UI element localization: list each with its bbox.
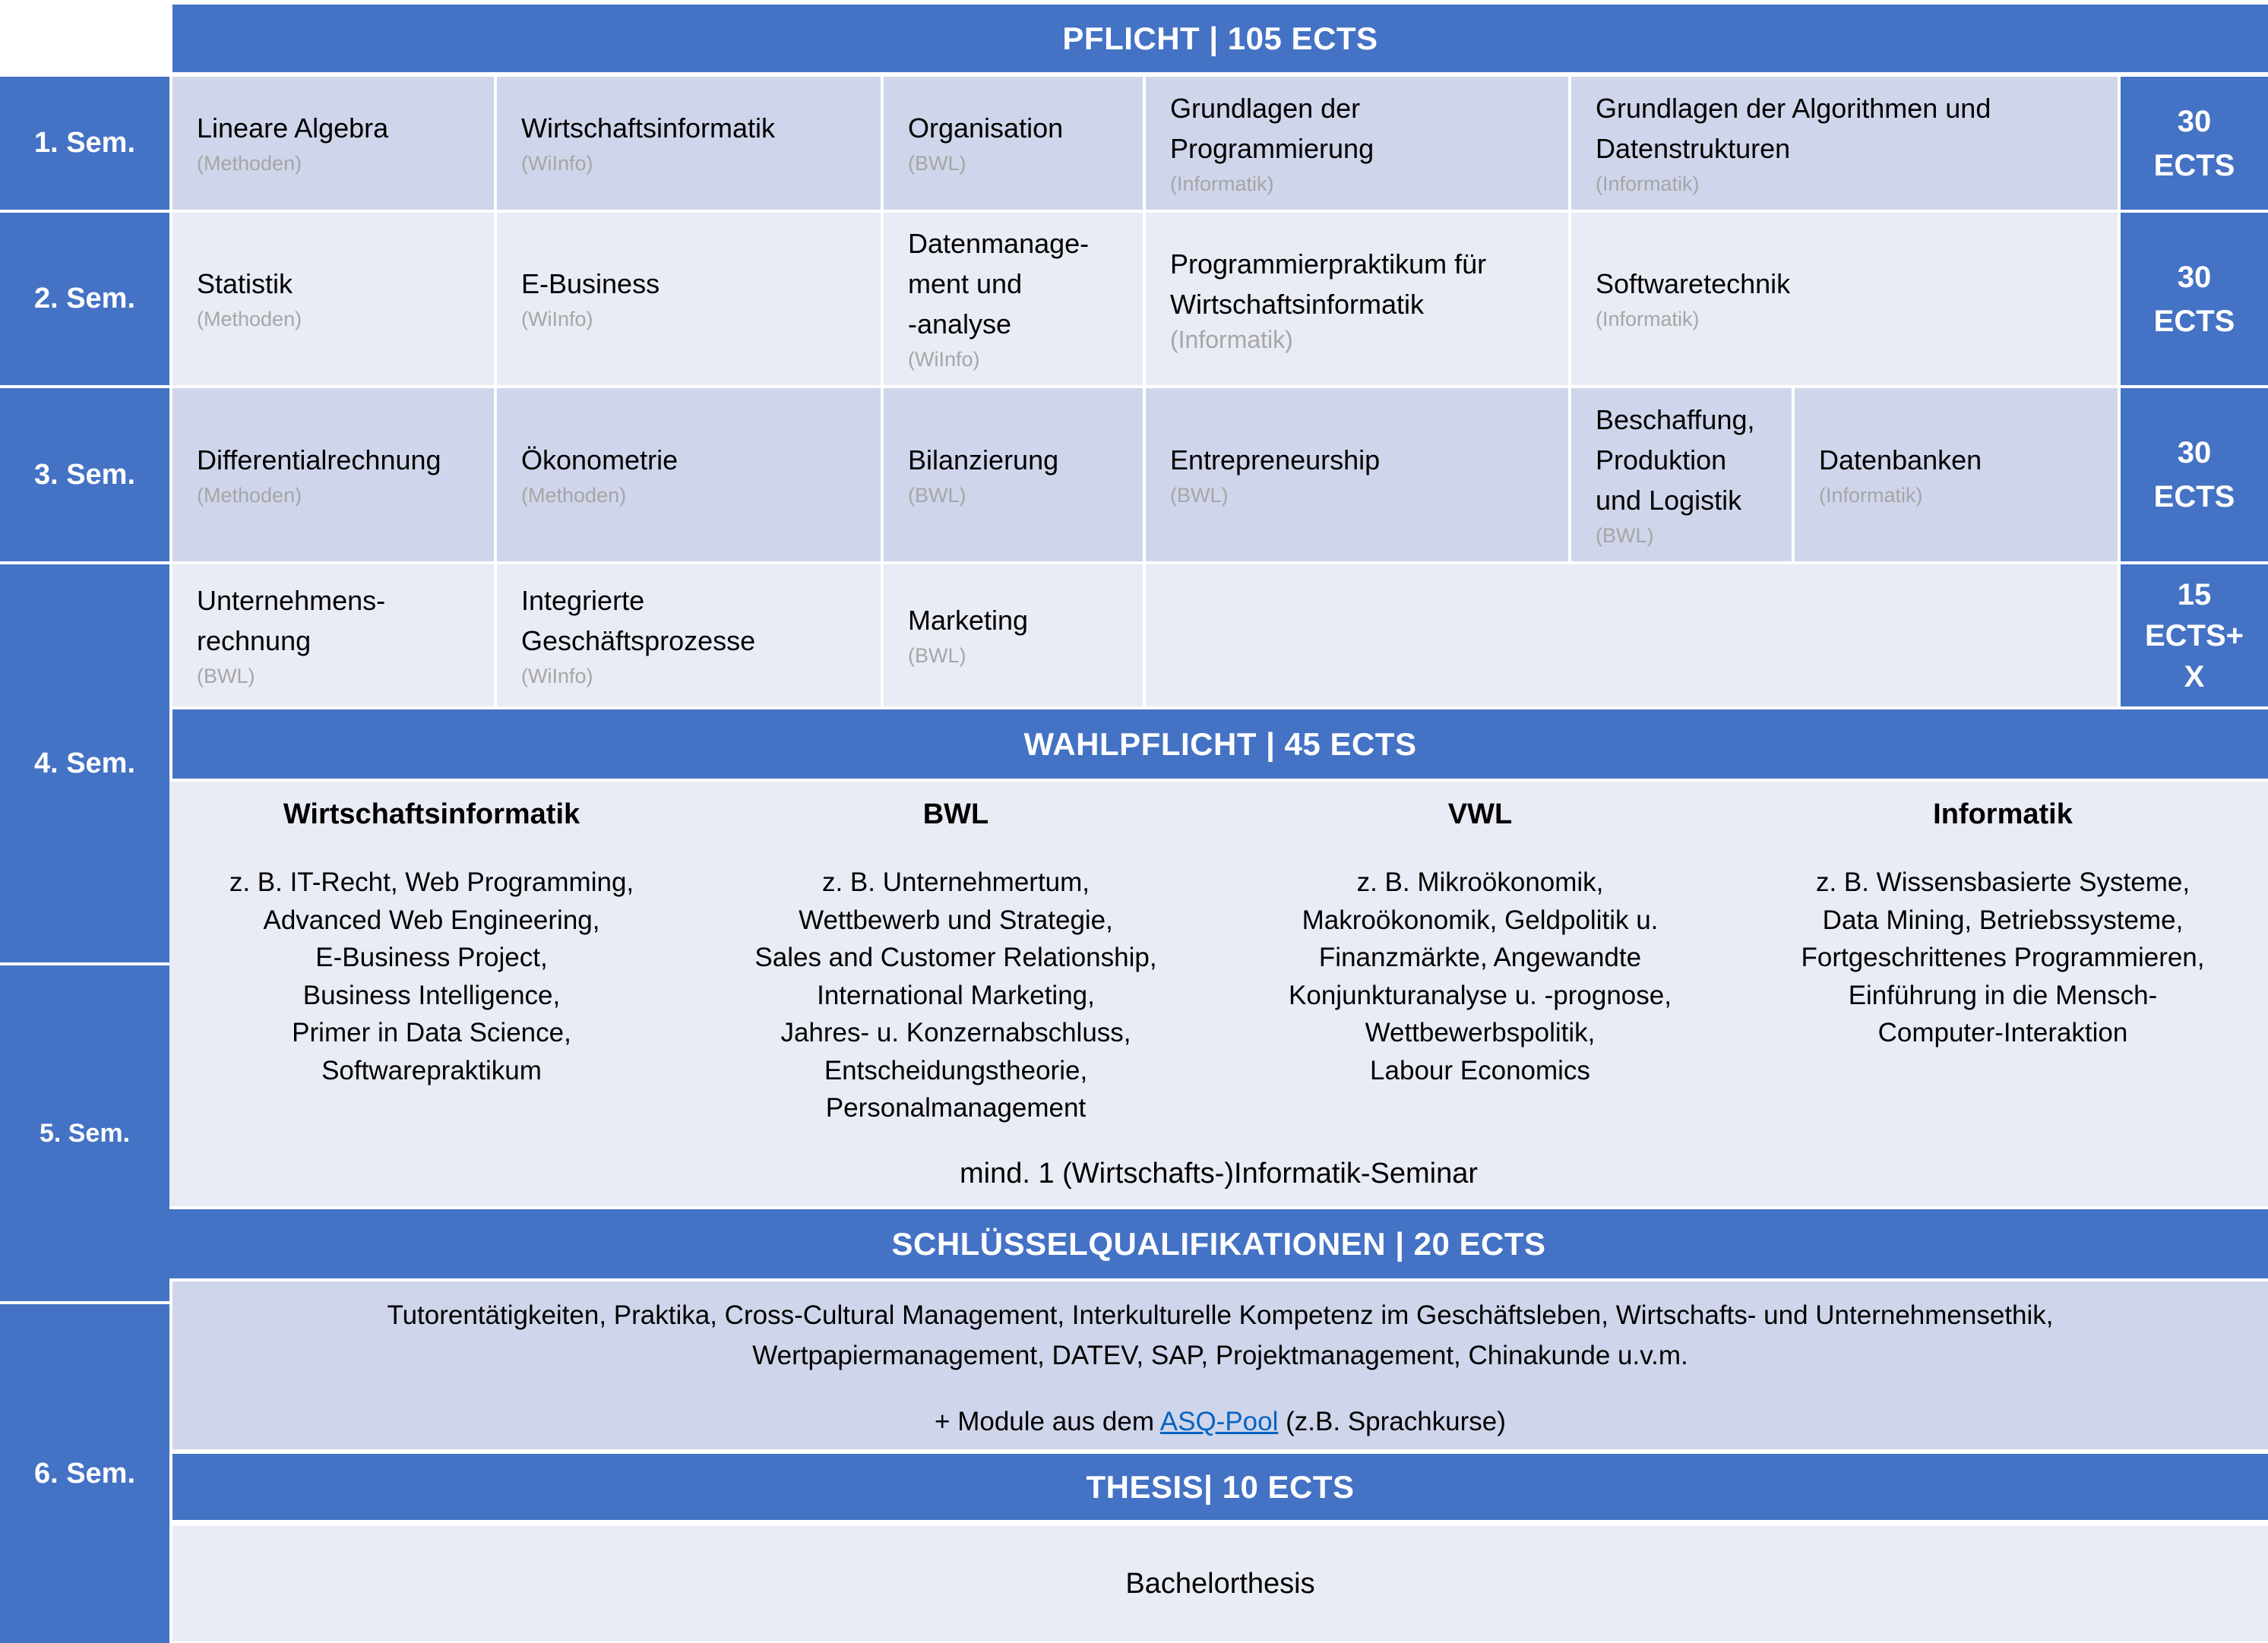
ects-badge-sem3	[2121, 388, 2268, 561]
module-category: (BWL)	[908, 644, 966, 667]
semester-label-1	[0, 77, 169, 210]
module-cell	[497, 213, 881, 385]
module-name: Lineare Algebra	[197, 112, 389, 144]
module-name: Grundlagen der Algorithmen und Datenstrukturen	[1596, 92, 1991, 164]
module-category: (Methoden)	[197, 308, 302, 330]
ects-value: 30	[2177, 260, 2212, 294]
module-cell	[1795, 388, 2118, 561]
module-cell	[884, 564, 1143, 706]
semester-label-text: 4. Sem.	[33, 747, 136, 779]
module-name: Unternehmens- rechnung	[197, 584, 386, 656]
wahlpflicht-column-title: Wirtschaftsinformatik	[283, 798, 580, 830]
module-cell	[497, 388, 881, 561]
module-name: Wirtschaftsinformatik	[521, 112, 776, 144]
module-name: Organisation	[908, 112, 1064, 144]
asq-pool-line	[172, 1401, 2268, 1442]
schluessel-header	[169, 1209, 2268, 1278]
wahlpflicht-column-items: z. B. Mikroökonomik, Makroökonomik, Geldpolitik u. Finanzmärkte, Angewandte Konjunkturanalyse u. -prognose, Wettbewerbspolitik, Labour Economics	[1289, 867, 1672, 1085]
module-category: (BWL)	[908, 483, 966, 507]
module-name: Integrierte Geschäftsprozesse	[521, 584, 756, 656]
ects-unit: ECTS	[2153, 480, 2235, 513]
ects-badge-sem2	[2121, 213, 2268, 385]
ects-unit: ECTS+	[2144, 618, 2244, 652]
ects-value: 15	[2177, 577, 2212, 611]
module-name: Datenmanage- ment und -analyse	[908, 228, 1090, 340]
module-cell	[172, 564, 494, 706]
wahlpflicht-column-title: VWL	[1447, 798, 1513, 830]
ects-unit: ECTS	[2153, 148, 2235, 182]
module-name: Marketing	[908, 605, 1029, 636]
wahlpflicht-column-informatik	[1741, 782, 2265, 1052]
module-cell	[497, 564, 881, 706]
module-category: (Methoden)	[197, 483, 302, 507]
semester-label-4	[0, 564, 169, 962]
semester-label-2	[0, 213, 169, 385]
semester-label-5	[0, 965, 169, 1301]
wahlpflicht-column-title: Informatik	[1933, 798, 2073, 830]
module-name: Bilanzierung	[908, 444, 1059, 476]
wahlpflicht-column-items: z. B. Unternehmertum, Wettbewerb und Strategie, Sales and Customer Relationship, International Marketing, Jahres- u. Konzernabschluss, Entscheidungstheorie, Personalmanagement	[754, 867, 1157, 1123]
schluessel-body	[172, 1281, 2268, 1449]
module-cell	[1146, 77, 1568, 210]
asq-prefix: + Module aus dem	[935, 1407, 1160, 1436]
module-category: (Methoden)	[197, 152, 302, 175]
module-category: (Informatik)	[1170, 172, 1274, 195]
module-category: (WiInfo)	[521, 152, 593, 175]
module-name: Datenbanken	[1819, 444, 1982, 476]
semester-label-6	[0, 1304, 169, 1643]
module-name: Entrepreneurship	[1170, 444, 1381, 476]
module-cell	[884, 213, 1143, 385]
module-category: (BWL)	[1170, 483, 1229, 507]
semester-label-3	[0, 388, 169, 561]
wahlpflicht-seminar-note: mind. 1 (Wirtschafts-)Informatik-Seminar	[959, 1158, 1478, 1190]
wahlpflicht-body	[169, 782, 2268, 1206]
module-category: (BWL)	[197, 664, 255, 687]
semester-label-text: 5. Sem.	[39, 1118, 131, 1148]
module-cell	[1146, 213, 1568, 385]
thesis-body	[172, 1526, 2268, 1641]
module-cell	[1571, 77, 2118, 210]
pflicht-header-label: PFLICHT | 105 ECTS	[1062, 20, 1378, 56]
module-name: Ökonometrie	[521, 444, 679, 476]
thesis-header	[172, 1454, 2268, 1520]
module-name: Programmierpraktikum für Wirtschaftsinformatik	[1170, 248, 1487, 320]
semester-label-text: 1. Sem.	[33, 127, 136, 159]
thesis-header-label: THESIS| 10 ECTS	[1086, 1468, 1355, 1505]
module-name: E-Business	[521, 268, 660, 299]
module-name: Softwaretechnik	[1596, 268, 1791, 299]
schluessel-header-label: SCHLÜSSELQUALIFIKATIONEN | 20 ECTS	[891, 1225, 1546, 1262]
ects-unit: ECTS	[2153, 304, 2235, 338]
semester-label-text: 3. Sem.	[33, 458, 136, 491]
module-cell	[884, 77, 1143, 210]
module-category: (WiInfo)	[521, 308, 593, 330]
empty-cell	[1146, 564, 2118, 706]
ects-value: 30	[2177, 436, 2212, 469]
ects-badge-sem4	[2121, 564, 2268, 706]
wahlpflicht-header	[172, 709, 2268, 779]
module-cell	[172, 213, 494, 385]
module-category: (Methoden)	[521, 483, 627, 507]
module-category: (BWL)	[1596, 523, 1654, 547]
module-cell	[1146, 388, 1568, 561]
ects-value: 30	[2177, 104, 2212, 138]
schluessel-list-line1: Tutorentätigkeiten, Praktika, Cross-Cultural Management, Interkulturelle Kompetenz im Geschäftsleben, Wirtschafts- und Unternehmensethik,	[387, 1300, 2054, 1330]
module-name: Beschaffung, Produktion und Logistik	[1596, 403, 1755, 516]
ects-extra: X	[2184, 659, 2205, 694]
module-name: Differentialrechnung	[197, 444, 441, 476]
semester-label-text: 2. Sem.	[33, 283, 136, 314]
semester-label-text: 6. Sem.	[33, 1457, 136, 1490]
wahlpflicht-header-label: WAHLPFLICHT | 45 ECTS	[1023, 725, 1417, 762]
module-cell	[172, 77, 494, 210]
schluessel-list-line2: Wertpapiermanagement, DATEV, SAP, Projektmanagement, Chinakunde u.v.m.	[752, 1341, 1688, 1370]
wahlpflicht-column-vwl	[1218, 782, 1742, 1089]
module-name: Grundlagen der Programmierung	[1170, 92, 1374, 164]
wahlpflicht-column-bwl	[694, 782, 1218, 1127]
wahlpflicht-column-items: z. B. IT-Recht, Web Programming, Advanced Web Engineering, E-Business Project, Business Intelligence, Primer in Data Science, Softwarepraktikum	[229, 867, 634, 1085]
module-category: (Informatik)	[1819, 483, 1923, 507]
wahlpflicht-column-items: z. B. Wissensbasierte Systeme, Data Mining, Betriebssysteme, Fortgeschrittenes Programmieren, Einführung in die Mensch- Computer-Interaktion	[1801, 867, 2205, 1047]
wahlpflicht-column-wirtschaftsinformatik	[169, 782, 694, 1089]
module-cell	[172, 388, 494, 561]
module-category: (Informatik)	[1596, 172, 1700, 195]
module-cell	[884, 388, 1143, 561]
module-category: (Informatik)	[1596, 308, 1700, 330]
module-category: (Informatik)	[1170, 325, 1293, 353]
wahlpflicht-column-title: BWL	[922, 798, 989, 830]
module-category: (WiInfo)	[521, 664, 593, 687]
module-cell	[1571, 213, 2118, 385]
asq-suffix: (z.B. Sprachkurse)	[1278, 1407, 1506, 1436]
asq-pool-link[interactable]: ASQ-Pool	[1159, 1407, 1279, 1436]
module-cell	[497, 77, 881, 210]
pflicht-header	[172, 5, 2268, 72]
ects-badge-sem1	[2121, 77, 2268, 210]
thesis-label: Bachelorthesis	[1125, 1567, 1315, 1600]
module-category: (BWL)	[908, 152, 966, 175]
module-category: (WiInfo)	[908, 348, 980, 371]
module-cell	[1571, 388, 1792, 561]
module-name: Statistik	[197, 268, 293, 299]
